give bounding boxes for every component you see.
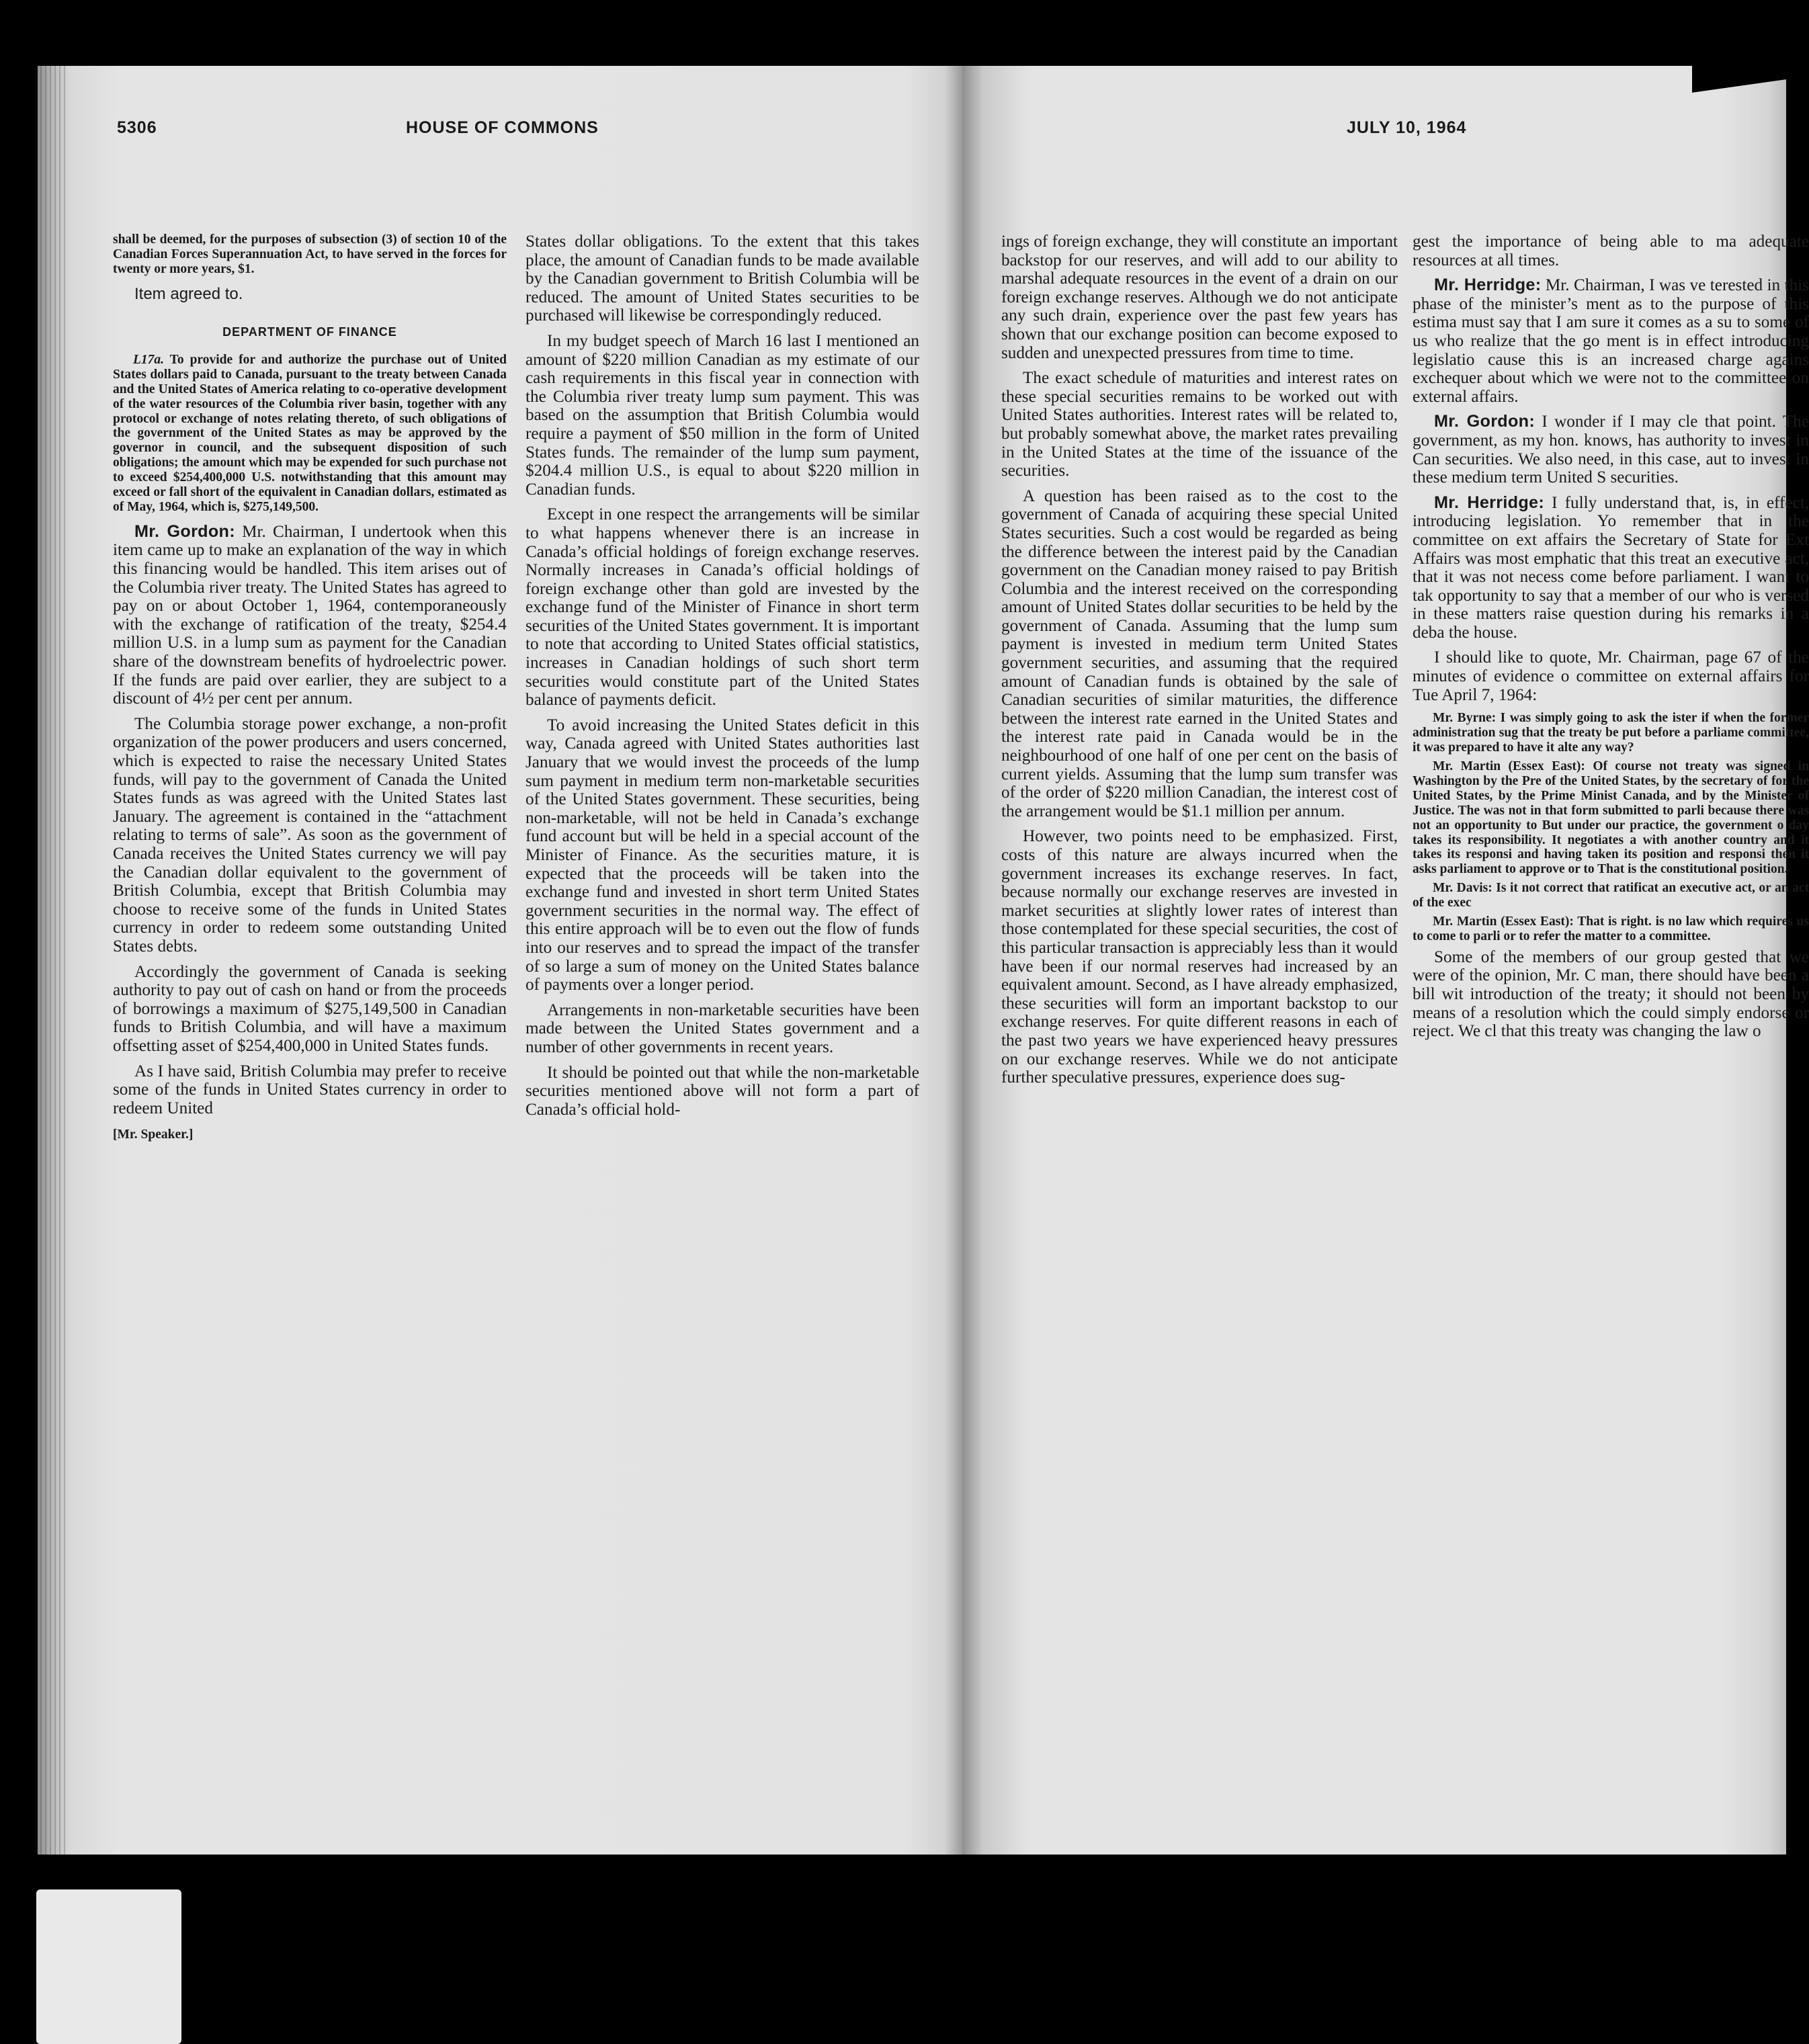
paragraph: The exact schedule of maturities and interest rates on these special securities remains to be worked out with United States authorities. Interest rates will be related to, but probably somewhat above, the market rates prevailing in the United States at the time of the issuance of the securities.: [1001, 369, 1398, 480]
herridge-statement: I fully understand that, is, in effect, introducing legislation. Yo remember that in the committee on ext affairs the Secretary of State for Ext Affairs was most emphatic that this treat an executive act, that it was not necess come before parliament. I want to tak opportunity to say that a member of our who is versed in these matters raise question during his remarks in a deba the house.: [1413, 493, 1809, 642]
herridge-statement: Mr. Chairman, I was ve terested in this phase of the minister’s ment as to the purpose of this estima must say that I am sure it comes as a su to some of us who realize that the go ment is in effect introducing legislatio cause this is an increased charge agains exchequer about which we were not to the committee on external affairs.: [1413, 276, 1809, 406]
paragraph: To avoid increasing the United States deficit in this way, Canada agreed with United States authorities last January that we would invest the proceeds of the lump sum payment in medium term non-marketable securities of the United States government. These securities, being non-marketable, will not be held in Canada’s exchange fund account but will be held in a special account of the Minister of Finance. As the securities mature, it is expected that the proceeds will be taken into the exchange fund and invested in short term United States government securities in the normal way. The effect of this entire approach will be to even out the flow of funds into our reserves and to spread the impact of the transfer of so large a sum of money on the United States balance of payments over a longer period.: [525, 716, 919, 994]
vote-label: L17a.: [133, 352, 165, 367]
paragraph: gest the importance of being able to ma adequate resources at all times.: [1413, 232, 1809, 269]
paragraph: Arrangements in non-marketable securities have been made between the United States government and a number of other governments in recent years.: [525, 1000, 919, 1056]
paragraph: However, two points need to be emphasized. First, costs of this nature are always incurred when the government increases its exchange reserves. In fact, because normally our exchange reserves are invested in market securities at slightly lower rates of interest than those contemplated for these special securities, the cost of this particular transaction is appreciably less than it would have been if our normal reserves had increased by an equivalent amount. Second, as I have already emphasized, these securities will form an important backstop to our exchange reserves. For quite different reasons in each of the past two years we have experienced heavy pressures on our exchange reserves. While we do not anticipate further speculative pressures, experience does sug-: [1001, 827, 1398, 1087]
paragraph: In my budget speech of March 16 last I mentioned an amount of $220 million Canadian as my estimate of our cash requirements in this fiscal year in connection with the Columbia river treaty lump sum payment. This was based on the assumption that British Columbia would require a payment of $50 million in the form of United States funds. The remainder of the lump sum payment, $204.4 million U.S., is equal to about $220 million in Canadian funds.: [525, 331, 919, 499]
column-1: [113, 232, 507, 1151]
clause-continuation: shall be deemed, for the purposes of subsection (3) of section 10 of the Canadian Forces Superannuation Act, to have served in the forces for twenty or more years, $1.: [113, 232, 507, 276]
paragraph: As I have said, British Columbia may prefer to receive some of the funds in United States currency in order to redeem United: [113, 1062, 507, 1117]
paragraph: A question has been raised as to the cost to the government of Canada of acquiring these special United States securities. Such a cost would be regarded as being the difference between the interest paid by the Canadian government on the Canadian money raised to pay British Columbia and the interest received on the corresponding amount of United States dollar securities to be held by the government of Canada. Assuming that the lump sum payment is invested in medium term United States government securities, and assuming that the required amount of Canadian funds is obtained by the sale of Canadian securities of similar maturities, the difference between the interest rate earned in the United States and the interest rate paid in Canada would be in the neighbourhood of one half of one per cent on the basis of current yields. Assuming that the lump sum transfer was of the order of $220 million Canadian, the interest cost of the arrangement would be $1.1 million per annum.: [1001, 486, 1398, 820]
quote-martin: Mr. Martin (Essex East): Of course not treaty was signed in Washington by the Pre of the United States, by the secretary of for the United States, by the Prime Minist Canada, and by the Minister of Justice. The was not in that form submitted to parli because there was not an opportunity to But under our practice, the government o day takes its responsibility. It negotiates a with another country and it takes its responsi and having taken its position and responsi then it asks parliament to approve or to That is the constitutional position.: [1413, 759, 1809, 877]
page-corner: [1692, 39, 1786, 93]
column-2: [525, 232, 919, 1125]
paragraph: Some of the members of our group gested that we were of the opinion, Mr. C man, there should have been a bill wit introduction of the treaty; it should not been by means of a resolution which the could simply endorse or reject. We cl that this treaty was changing the law o: [1413, 947, 1809, 1041]
page-title: HOUSE OF COMMONS: [406, 118, 599, 137]
quote-davis: Mr. Davis: Is it not correct that ratificat an executive act, or an act of the exec: [1413, 881, 1809, 910]
film-tab: [36, 1889, 181, 2044]
column-4-clip: [1413, 232, 1809, 1610]
paragraph: Accordingly the government of Canada is seeking authority to pay out of cash on hand or from the proceeds of borrowings a maximum of $275,149,500 in Canadian funds to British Columbia, and will have a maximum offsetting asset of $254,400,000 in United States funds.: [113, 962, 507, 1055]
quote-martin: Mr. Martin (Essex East): That is right. is no law which requires us to come to parli or to refer the matter to a committee.: [1413, 914, 1809, 943]
gordon-statement: I wonder if I may cle that point. The government, as my hon. knows, has authority to invest in Can securities. We also need, in this case, aut to invest in these medium term United S securities.: [1413, 413, 1809, 487]
paragraph: Except in one respect the arrangements will be similar to what happens whenever there is an increase in Canada’s official holdings of foreign exchange reserves. Normally increases in Canada’s official holdings of foreign exchange other than gold are invested by the exchange fund of the Minister of Finance in short term securities of the United States government. It is important to note that according to United States official statistics, increases in Canadian holdings of such short term securities would constitute part of the United States balance of payments deficit.: [525, 505, 919, 710]
vote-text: To provide for and authorize the purchase out of United States dollars paid to Canada, pursuant to the treaty between Canada and the United States of America relating to co-operative development of the water resources of the Columbia river basin, together with any protocol or exchange of notes relating thereto, of such obligations of the government of the United States as may be approved by the governor in council, and the subsequent disposition of such obligations; the amount which may be expended for such purchase not to exceed $254,400,000 U.S. notwithstanding that this amount may exceed or fall short of the equivalent in Canadian dollars, estimated as of May, 1964, which is, $275,149,500.: [113, 352, 507, 514]
quote-byrne: Mr. Byrne: I was simply going to ask the ister if when the former administration sug that the treaty be put before a parliame committee, it was prepared to have it alte any way?: [1413, 711, 1809, 755]
paragraph: It should be pointed out that while the non-marketable securities mentioned above will not form a part of Canada’s official hold-: [525, 1063, 919, 1119]
paragraph: I should like to quote, Mr. Chairman, page 67 of the minutes of evidence o committee on external affairs for Tue April 7, 1964:: [1413, 648, 1809, 704]
paragraph: ings of foreign exchange, they will constitute an important backstop for our reserves, and will add to our ability to marshal adequate resources in the event of a drain on our foreign exchange reserves. Although we do not anticipate any such drain, experience over the past few years has shown that our exchange position can become exposed to sudden and unexpected pressures from time to time.: [1001, 232, 1398, 362]
column-4: [1413, 232, 1809, 1048]
page-number: 5306: [117, 118, 157, 137]
gordon-statement: Mr. Chairman, I undertook when this item came up to make an explanation of the way in which this financing would be handled. This item arises out of the Columbia river treaty. The United States has agreed to pay on or about October 1, 1964, contemporaneously with the exchange of ratification of the treaty, $254.4 million U.S. in a lump sum as payment for the Canadian share of the downstream benefits of hydroelectric power. If the funds are paid over earlier, they are subject to a discount of 4½ per cent per annum.: [113, 522, 507, 708]
speaker-gordon: Mr. Gordon:: [134, 521, 235, 541]
speaker-herridge: Mr. Herridge:: [1434, 493, 1545, 512]
column-3: [1001, 232, 1398, 1094]
page-date: JULY 10, 1964: [1347, 118, 1467, 137]
quoted-evidence: [1413, 711, 1809, 944]
vote-l17a: [113, 353, 507, 515]
item-agreed: Item agreed to.: [134, 284, 243, 303]
department-heading: DEPARTMENT OF FINANCE: [222, 325, 397, 339]
paragraph: The Columbia storage power exchange, a non-profit organization of the power producers and users concerned, which is expected to raise the necessary United States funds, will pay to the government of Canada the United States funds as was agreed with the United States last January. The agreement is contained in the “attachment relating to terms of sale”. As soon as the government of Canada receives the United States currency we will pay the Canadian dollar equivalent to the government of British Columbia, except that British Columbia may choose to receive some of the funds in United States currency in order to redeem some outstanding United States debts.: [113, 714, 507, 955]
footer-speaker: [Mr. Speaker.]: [113, 1127, 194, 1142]
paragraph: States dollar obligations. To the extent that this takes place, the amount of Canadian funds to be made available by the Canadian government to British Columbia will be reduced. The amount of United States securities to be purchased will likewise be correspondingly reduced.: [525, 232, 919, 325]
speaker-gordon: Mr. Gordon:: [1434, 412, 1535, 431]
speaker-herridge: Mr. Herridge:: [1434, 275, 1542, 295]
